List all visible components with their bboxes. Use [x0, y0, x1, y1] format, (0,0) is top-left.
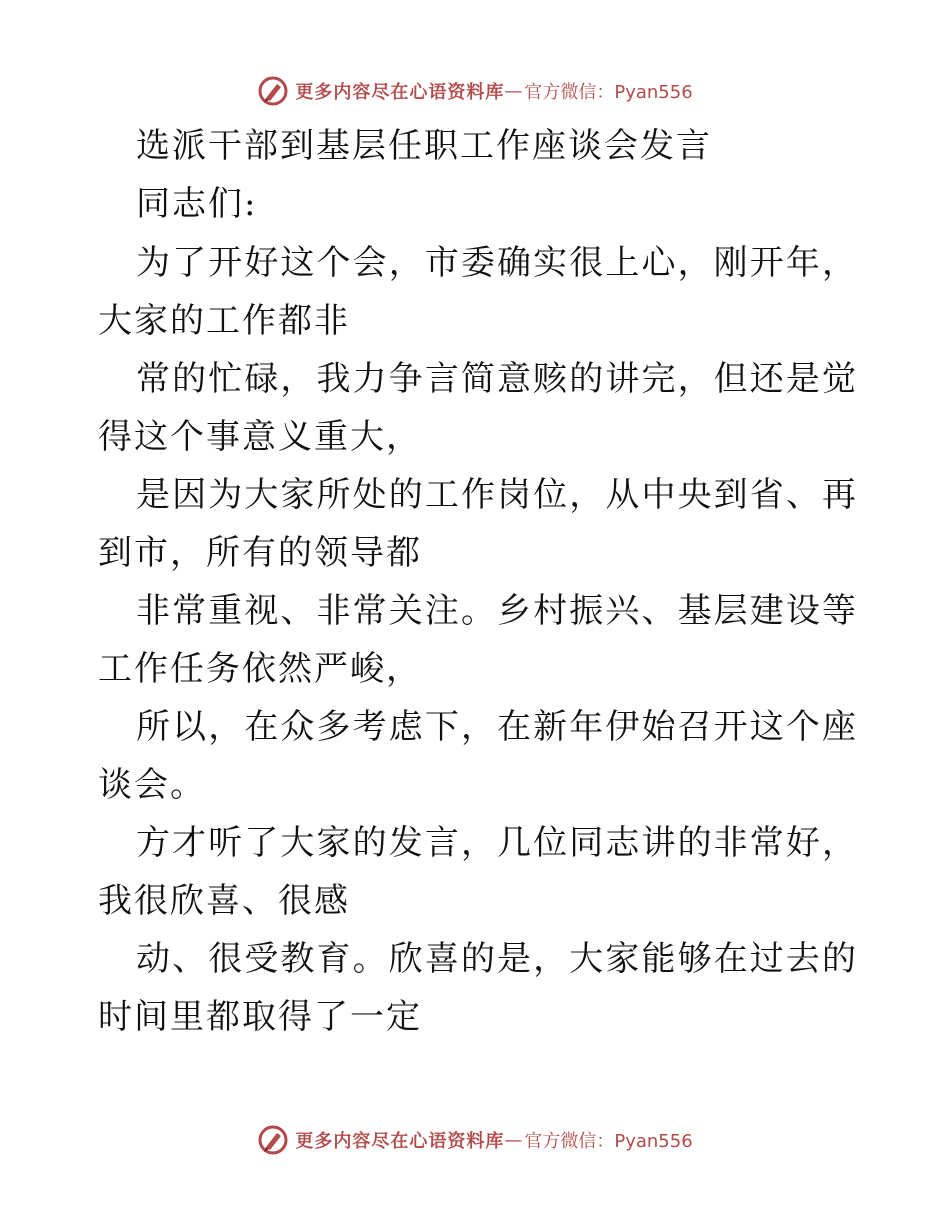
- banner-main-text: 更多内容尽在心语资料库: [295, 82, 505, 103]
- greeting: 同志们:: [136, 184, 258, 224]
- footer-banner: [0, 1120, 950, 1160]
- paragraph: 所以，在众多考虑下，在新年伊始召开这个座谈会。: [98, 707, 858, 805]
- banner-separator: —: [504, 80, 523, 102]
- paragraph: 方才听了大家的发言，几位同志讲的非常好，我很欣喜、很感: [98, 823, 858, 921]
- banner-main-text: 更多内容尽在心语资料库: [295, 1131, 505, 1152]
- header-banner: [0, 71, 950, 111]
- paragraph: 常的忙碌，我力争言简意赅的讲完，但还是觉得这个事意义重大，: [98, 359, 858, 457]
- document-title: 选派干部到基层任职工作座谈会发言: [136, 126, 712, 166]
- paragraph: 动、很受教育。欣喜的是，大家能够在过去的时间里都取得了一定: [98, 939, 858, 1037]
- pen-logo-icon: [257, 75, 289, 107]
- banner-separator: —: [504, 1129, 523, 1151]
- paragraph: 是因为大家所处的工作岗位，从中央到省、再到市，所有的领导都: [98, 475, 858, 573]
- paragraph: 非常重视、非常关注。乡村振兴、基层建设等工作任务依然严峻，: [98, 591, 858, 689]
- banner-wechat-text: 官方微信：Pyan556: [524, 1131, 693, 1152]
- document-body: [98, 118, 858, 1046]
- paragraph: 为了开好这个会，市委确实很上心，刚开年，大家的工作都非: [98, 243, 858, 341]
- pen-logo-icon: [257, 1124, 289, 1156]
- banner-wechat-text: 官方微信：Pyan556: [524, 82, 693, 103]
